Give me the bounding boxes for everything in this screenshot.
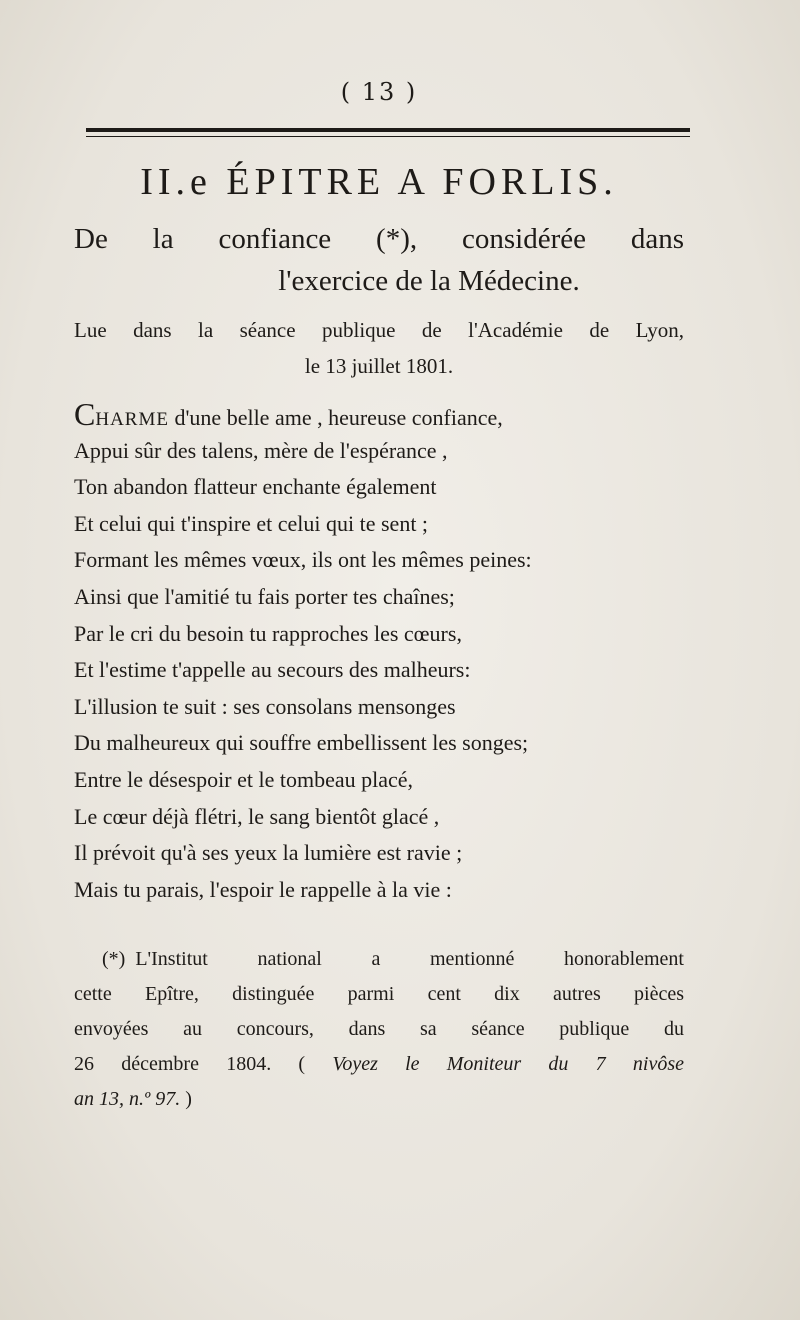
poem-line: Du malheureux qui souffre embellissent les songes; xyxy=(74,730,529,756)
subtitle-line-1: De la confiance (*), considérée dans xyxy=(74,223,684,255)
reading-note-line-2: le 13 juillet 1801. xyxy=(304,354,454,378)
page-content xyxy=(74,72,684,1117)
footnote-line-5 xyxy=(74,1082,684,1117)
footnote-line-5-italic: an 13, n.º 97. xyxy=(74,1088,181,1111)
first-word-smallcaps: HARME xyxy=(95,409,169,430)
first-line-rest: d'une belle ame , heureuse confiance, xyxy=(168,405,503,430)
drop-cap: C xyxy=(74,396,96,432)
reading-note xyxy=(74,312,684,384)
poem-line: Entre le désespoir et le tombeau placé, xyxy=(74,766,414,792)
header-rule xyxy=(74,128,684,140)
header-rule-thick xyxy=(86,128,690,132)
footnote-line-5-plain: ) xyxy=(185,1088,192,1111)
footnote-text-1: L'Institut national a mentionné honorablement xyxy=(135,948,684,971)
poem-line: Ton abandon flatteur enchante également xyxy=(74,474,437,500)
footnote-marker: (*) xyxy=(102,948,126,971)
subtitle-line-2: l'exercice de la Médecine. xyxy=(278,265,580,297)
poem-line: Et celui qui t'inspire et celui qui te sent ; xyxy=(74,510,429,536)
poem-line: Ainsi que l'amitié tu fais porter tes chaînes; xyxy=(74,583,455,609)
poem-line: Appui sûr des talens, mère de l'espérance , xyxy=(74,437,448,463)
chapter-title: II.e ÉPITRE A FORLIS. xyxy=(140,161,618,203)
poem-line: Mais tu parais, l'espoir le rappelle à la vie : xyxy=(74,876,452,902)
footnote xyxy=(74,942,684,1117)
poem-line: Et l'estime t'appelle au secours des malheurs: xyxy=(74,657,471,683)
footnote-line-4-plain: 26 décembre 1804. ( xyxy=(74,1053,306,1076)
poem xyxy=(74,396,684,908)
poem-line: Il prévoit qu'à ses yeux la lumière est ravie ; xyxy=(74,840,463,866)
poem-line xyxy=(74,396,684,433)
reading-note-line-1: Lue dans la séance publique de l'Académie de Lyon, xyxy=(74,318,684,342)
footnote-line-4 xyxy=(74,1047,684,1082)
poem-line: Le cœur déjà flétri, le sang bientôt glacé , xyxy=(74,803,440,829)
poem-line: Par le cri du besoin tu rapproches les cœurs, xyxy=(74,620,462,646)
poem-line: L'illusion te suit : ses consolans mensonges xyxy=(74,693,456,719)
footnote-line-3: envoyées au concours, dans sa séance publique du xyxy=(74,1018,684,1041)
footnote-line-1 xyxy=(74,942,684,977)
page-number: ( 13 ) xyxy=(340,78,418,106)
chapter-subtitle xyxy=(74,218,684,302)
header-rule-thin xyxy=(86,136,690,137)
poem-line: Formant les mêmes vœux, ils ont les mêmes peines: xyxy=(74,547,532,573)
footnote-line-4-italic: Voyez le Moniteur du 7 nivôse xyxy=(332,1053,684,1076)
footnote-line-2: cette Epître, distinguée parmi cent dix autres pièces xyxy=(74,983,684,1006)
